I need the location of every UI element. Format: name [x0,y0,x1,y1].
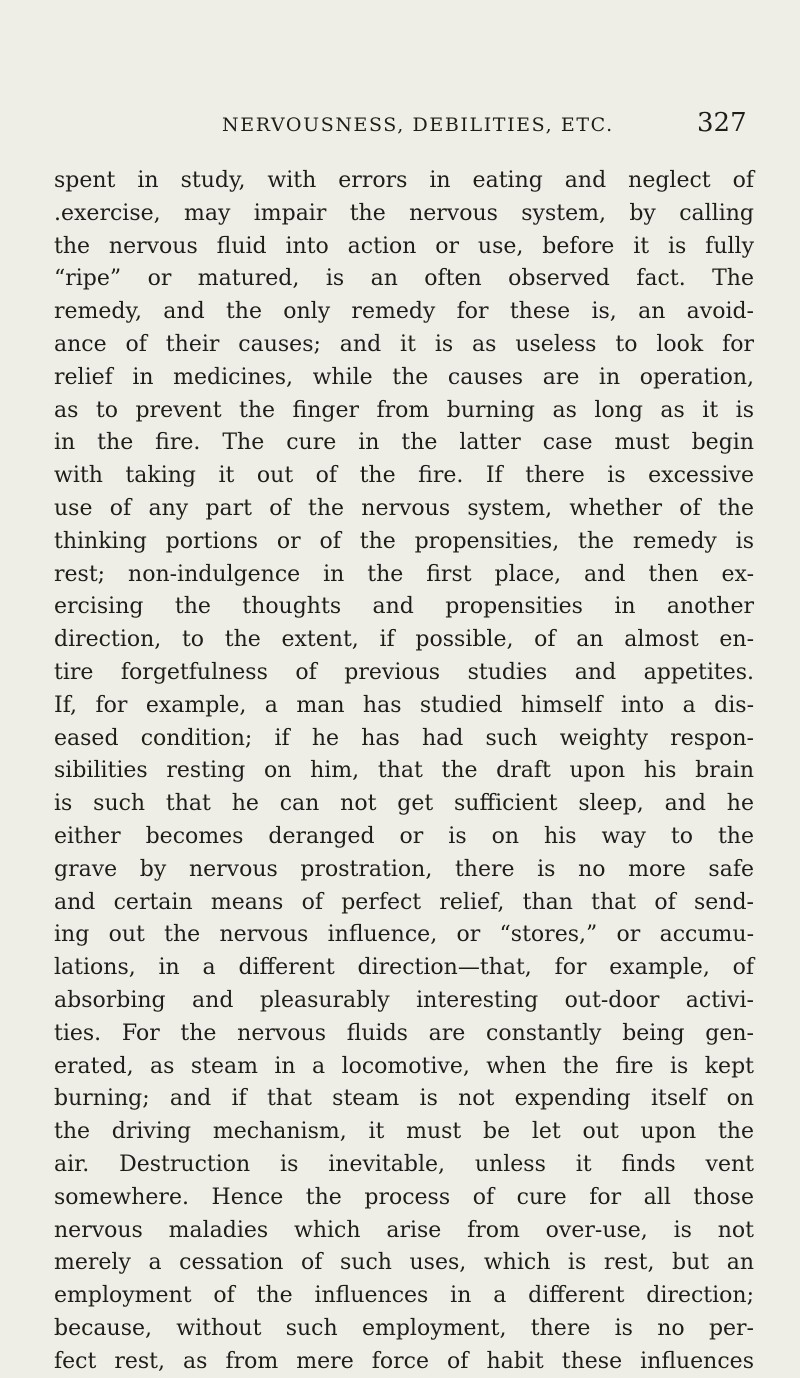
text-line: the driving mechanism, it must be let out upon the [54,1119,754,1145]
text-line: the nervous fluid into action or use, before it is fully [54,233,754,259]
text-line: ance of their causes; and it is as useless to look for [54,331,754,357]
text-line: merely a cessation of such uses, which is rest, but an [54,1250,754,1276]
text-line: eased condition; if he has had such weighty respon- [54,725,754,751]
text-line: If, for example, a man has studied himself into a dis- [54,692,754,718]
text-line: remedy, and the only remedy for these is, an avoid- [54,299,754,325]
running-title: NERVOUSNESS, DEBILITIES, ETC. [222,114,614,136]
text-line: rest; non-indulgence in the first place, and then ex- [54,561,754,587]
text-line: spent in study, with errors in eating and neglect of [54,168,754,193]
text-line: fect rest, as from mere force of habit these influences [54,1348,754,1374]
text-line: grave by nervous prostration, there is no more safe [54,856,754,882]
text-line: sibilities resting on him, that the draft upon his brain [54,758,754,784]
text-line: lations, in a different direction—that, for example, of [54,955,754,981]
text-line: “ripe” or matured, is an often observed fact. The [54,266,754,292]
text-line: air. Destruction is inevitable, unless it finds vent [54,1151,754,1177]
text-line: with taking it out of the fire. If there is excessive [54,463,754,489]
text-line: relief in medicines, while the causes are in operation, [54,364,754,390]
text-line: use of any part of the nervous system, whether of the [54,495,754,521]
text-line: and certain means of perfect relief, than that of send- [54,889,754,915]
text-line: is such that he can not get sufficient sleep, and he [54,791,754,817]
text-line: ercising the thoughts and propensities in another [54,594,754,620]
page-number: 327 [697,108,747,138]
text-line: ties. For the nervous fluids are constantly being gen- [54,1020,754,1046]
text-line: nervous maladies which arise from over-use, is not [54,1217,754,1243]
text-line: erated, as steam in a locomotive, when the fire is kept [54,1053,754,1079]
text-line: somewhere. Hence the process of cure for all those [54,1184,754,1210]
text-line: direction, to the extent, if possible, of an almost en- [54,627,754,653]
text-line: thinking portions or of the propensities, the remedy is [54,528,754,554]
text-line: employment of the influences in a different direction; [54,1283,754,1309]
text-line: .exercise, may impair the nervous system, by calling [54,200,754,226]
text-line: in the fire. The cure in the latter case must begin [54,430,754,456]
text-line: absorbing and pleasurably interesting out-door activi- [54,987,754,1013]
running-head [0,108,800,142]
text-line: either becomes deranged or is on his way to the [54,823,754,849]
text-line: tire forgetfulness of previous studies and appetites. [54,659,754,685]
text-line: burning; and if that steam is not expending itself on [54,1086,754,1112]
text-line: ing out the nervous influence, or “stores,” or accumu- [54,922,754,948]
body-text [54,165,754,1378]
text-line: as to prevent the finger from burning as long as it is [54,397,754,423]
text-line: because, without such employment, there is no per- [54,1315,754,1341]
